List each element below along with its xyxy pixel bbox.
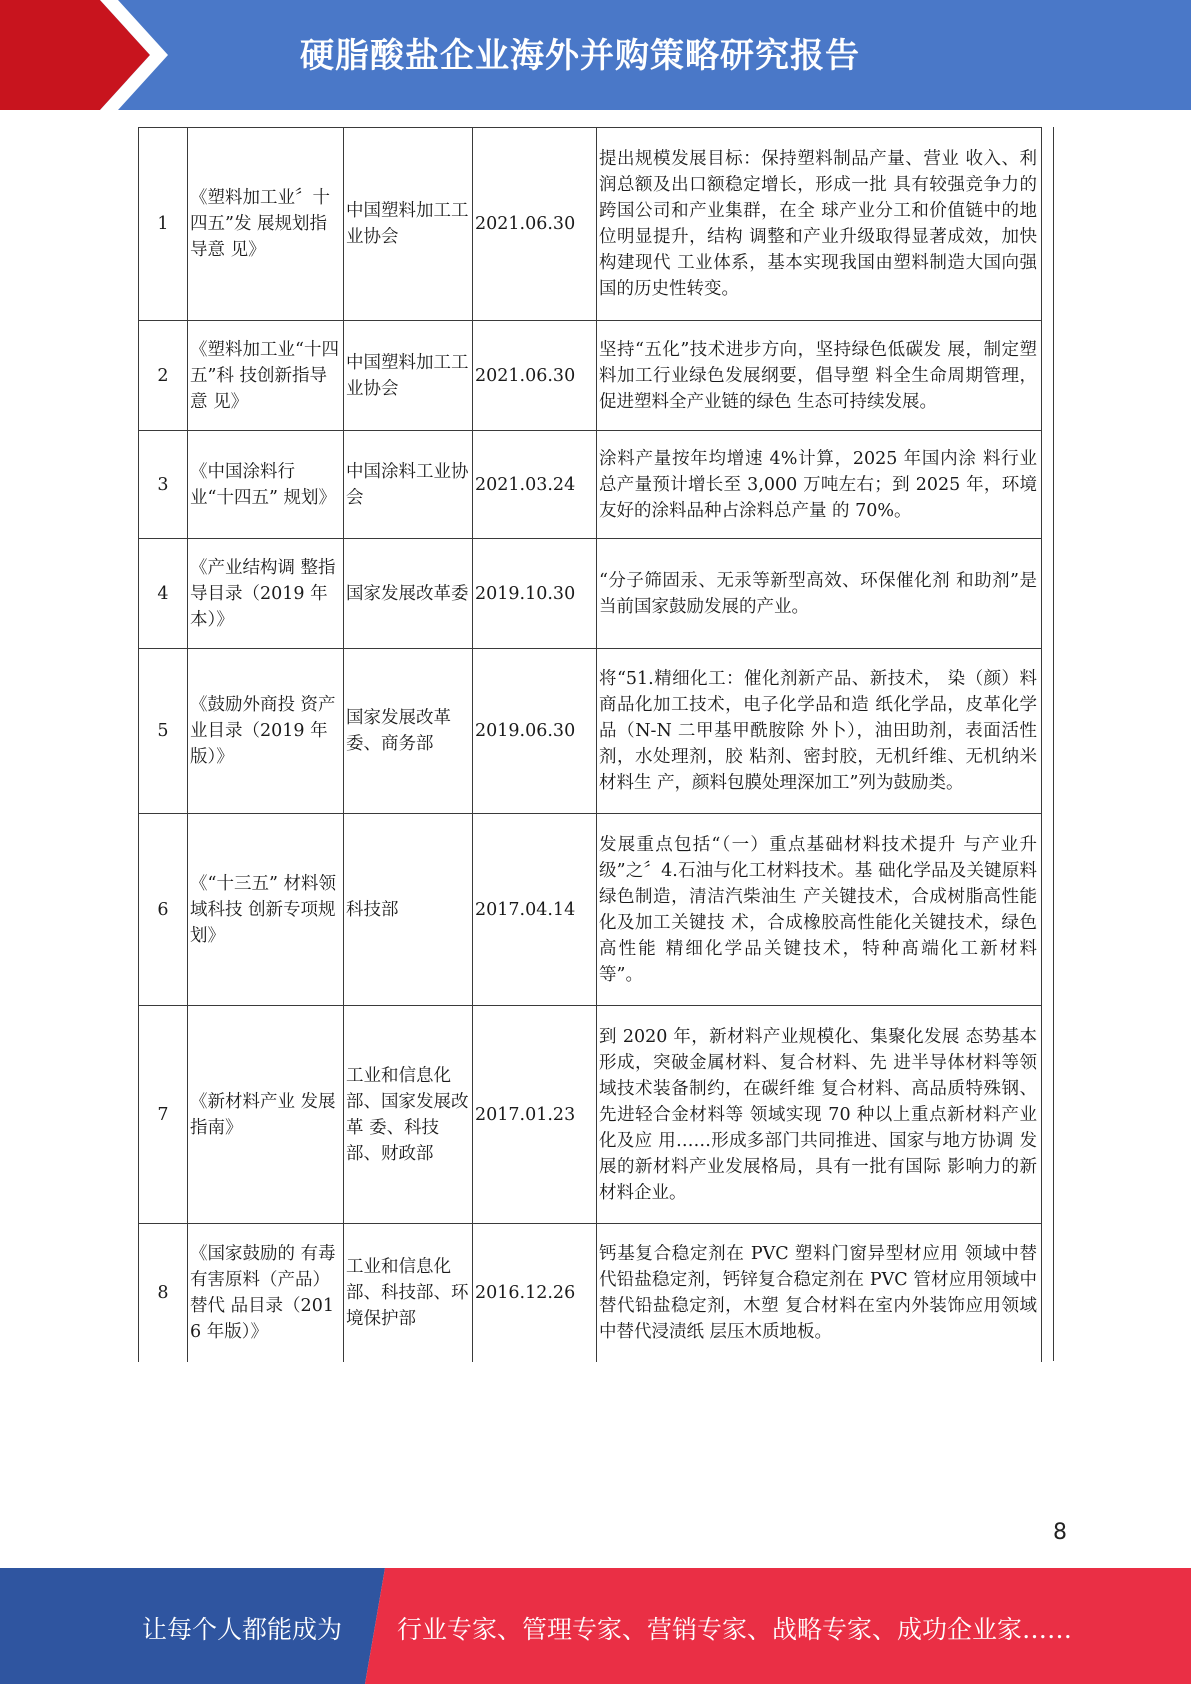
policy-description: 到 2020 年，新材料产业规模化、集聚化发展 态势基本形成，突破金属材料、复合材料、先 进半导体材料等领域技术装备制约，在碳纤维 复合材料、高品质特殊钢、先进轻合金材料等 领域实现 70 种以上重点新材料产业化及应 用……形成多部门共同推进、国家与地方协调 发展的新材料产业发展格局，具有一批有国际 影响力的新材料企业。 <box>597 1006 1042 1224</box>
issuing-organization: 国家发展改革委、商务部 <box>344 649 473 814</box>
issue-date: 2021.06.30 <box>473 128 597 321</box>
issue-date: 2017.04.14 <box>473 814 597 1006</box>
row-number: 8 <box>139 1224 188 1362</box>
page-number: 8 <box>1053 1520 1067 1545</box>
table-row <box>139 431 1042 539</box>
row-number: 4 <box>139 539 188 649</box>
policy-name: 《中国涂料行 业“十四五” 规划》 <box>188 431 344 539</box>
issuing-organization: 中国塑料加工工业协会 <box>344 128 473 321</box>
policy-name: 《塑料加工业“十四五”科 技创新指导意 见》 <box>188 321 344 431</box>
table-row <box>139 128 1042 321</box>
table-row <box>139 539 1042 649</box>
policy-name: 《塑料加工业〞十四五”发 展规划指导意 见》 <box>188 128 344 321</box>
policy-description: 发展重点包括“（一）重点基础材料技术提升 与产业升级”之〞4.石油与化工材料技术。基 础化学品及关键原料绿色制造，清洁汽柴油生 产关键技术，合成树脂高性能化及加工关键技 术，合成橡胶高性能化关键技术，绿色高性能 精细化学品关键技术，特种髙端化工新材料 等”。 <box>597 814 1042 1006</box>
policy-description: 坚持“五化”技术进步方向，坚持绿色低碳发 展，制定塑料加工行业绿色发展纲要，倡导塑 料全生命周期管理，促进塑料全产业链的绿色 生态可持续发展。 <box>597 321 1042 431</box>
issue-date: 2021.06.30 <box>473 321 597 431</box>
table-row <box>139 814 1042 1006</box>
issue-date: 2021.03.24 <box>473 431 597 539</box>
row-number: 6 <box>139 814 188 1006</box>
policy-name: 《国家鼓励的 有毒有害原料（产品）替代 品目录（2016 年版）》 <box>188 1224 344 1362</box>
issuing-organization: 中国塑料加工工业协会 <box>344 321 473 431</box>
policy-name: 《鼓励外商投 资产业目录（2019 年版）》 <box>188 649 344 814</box>
policy-name: 《产业结构调 整指导目录（2019 年本）》 <box>188 539 344 649</box>
policy-name: 《新材料产业 发展指南》 <box>188 1006 344 1224</box>
table-right-rule <box>1053 127 1054 1361</box>
issuing-organization: 工业和信息化部、国家发展改革 委、科技 部、财政部 <box>344 1006 473 1224</box>
policy-description: “分子筛固汞、无汞等新型高效、环保催化剂 和助剂”是当前国家鼓励发展的产业。 <box>597 539 1042 649</box>
policy-description: 涂料产量按年均增速 4%计算，2025 年国内涂 料行业总产量预计增长至 3,000 万吨左右；到 2025 年，环境友好的涂料品种占涂料总产量 的 70%。 <box>597 431 1042 539</box>
issue-date: 2019.10.30 <box>473 539 597 649</box>
policy-name: 《“十三五” 材料领域科技 创新专项规 划》 <box>188 814 344 1006</box>
row-number: 1 <box>139 128 188 321</box>
page-footer <box>0 1568 1191 1684</box>
issuing-organization: 工业和信息化部、科技部、环境保护部 <box>344 1224 473 1362</box>
table-row <box>139 1224 1042 1362</box>
footer-slogan-right: 行业专家、管理专家、营销专家、战略专家、成功企业家…… <box>397 1615 1073 1644</box>
issue-date: 2016.12.26 <box>473 1224 597 1362</box>
issuing-organization: 国家发展改革委 <box>344 539 473 649</box>
table-row <box>139 649 1042 814</box>
page-header <box>0 0 1191 110</box>
row-number: 7 <box>139 1006 188 1224</box>
issuing-organization: 科技部 <box>344 814 473 1006</box>
policy-description: 钙基复合稳定剂在 PVC 塑料门窗异型材应用 领域中替代铅盐稳定剂，钙锌复合稳定剂在 PVC 管材应用领域中替代铅盐稳定剂，木塑 复合材料在室内外装饰应用领域中替代浸渍纸 层压木质地板。 <box>597 1224 1042 1362</box>
issuing-organization: 中国涂料工业协会 <box>344 431 473 539</box>
footer-slogan-left: 让每个人都能成为 <box>142 1615 343 1644</box>
row-number: 3 <box>139 431 188 539</box>
policy-description: 将“51.精细化工：催化剂新产品、新技术， 染（颜）料商品化加工技术，电子化学品和造 纸化学品，皮革化学品（N-N 二甲基甲酰胺除 外卜），油田助剂，表面活性剂，水处理剂，胶 粘剂、密封胶，无机纤维、无机纳米材料生 产，颜料包膜处理深加工”列为鼓励类。 <box>597 649 1042 814</box>
row-number: 5 <box>139 649 188 814</box>
report-title: 硬脂酸盐企业海外并购策略研究报告 <box>300 36 860 76</box>
policy-description: 提出规模发展目标：保持塑料制品产量、营业 收入、利润总额及出口额稳定增长，形成一批 具有较强竞争力的跨国公司和产业集群，在全 球产业分工和价值链中的地位明显提升，结构 调整和产业升级取得显著成效，加快构建现代 工业体系，基本实现我国由塑料制造大国向强 国的历史性转变。 <box>597 128 1042 321</box>
issue-date: 2019.06.30 <box>473 649 597 814</box>
table-row <box>139 321 1042 431</box>
policy-table <box>138 127 1042 1362</box>
issue-date: 2017.01.23 <box>473 1006 597 1224</box>
row-number: 2 <box>139 321 188 431</box>
table-row <box>139 1006 1042 1224</box>
